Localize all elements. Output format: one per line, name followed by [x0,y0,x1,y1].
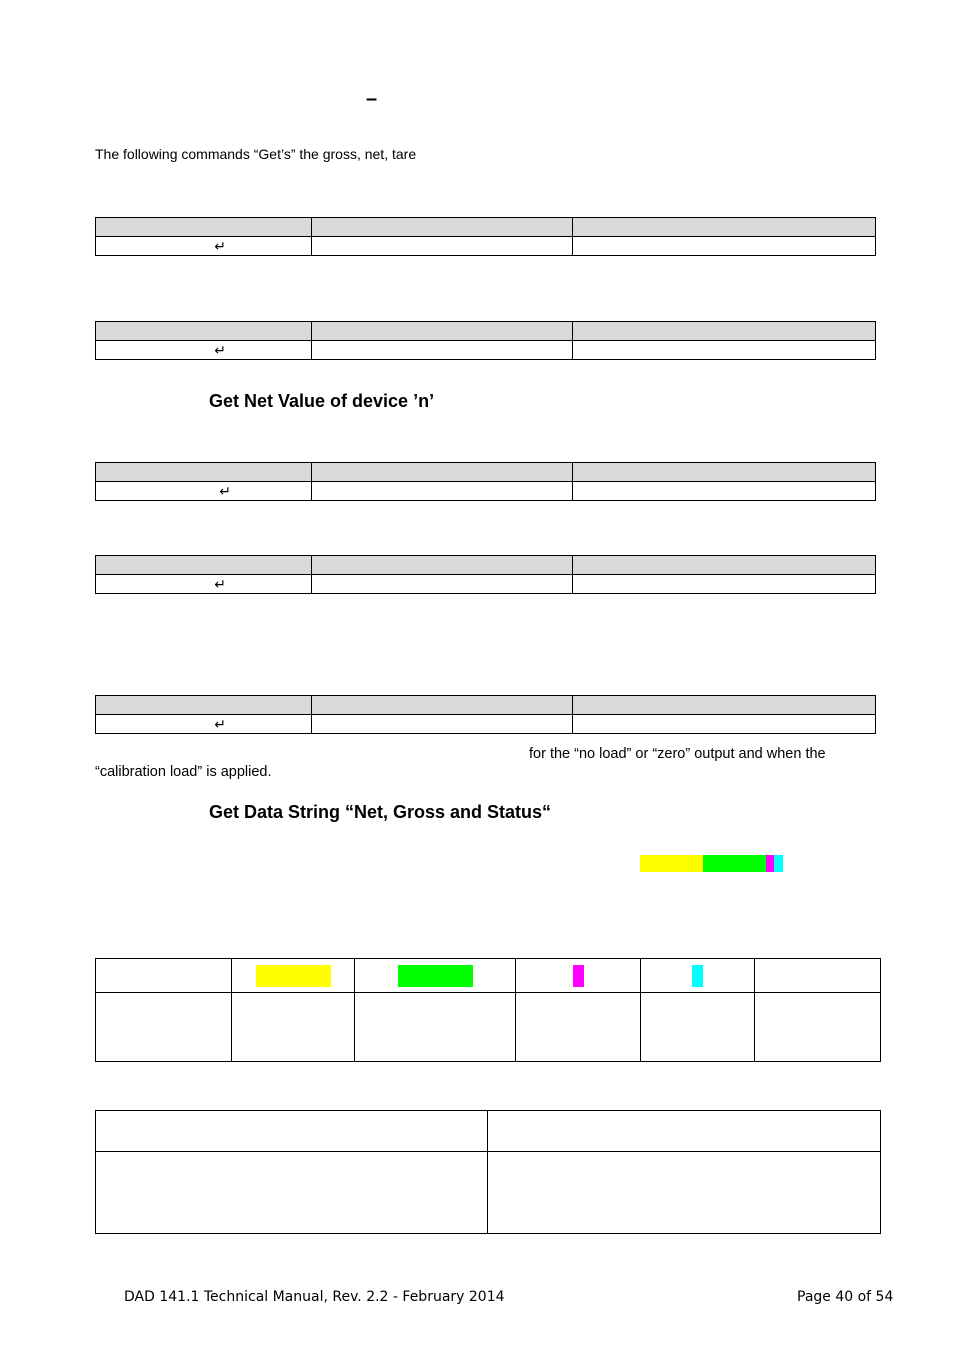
command-table-2 [95,321,876,360]
command-table-5 [95,695,876,734]
two-column-table [95,1110,881,1234]
highlight-status-bar [766,855,774,872]
section-dash: – [366,88,378,110]
enter-icon: ↵ [214,716,226,732]
command-table-1 [95,217,876,256]
terminator-field-chip [692,965,703,987]
command-table-4 [95,555,876,594]
highlight-terminator-bar [774,855,783,872]
command-table-3 [95,462,876,501]
footer-title: DAD 141.1 Technical Manual, Rev. 2.2 - February 2014 [124,1289,505,1305]
paragraph-left-text: “calibration load” is applied. [95,764,272,780]
highlight-net-bar [640,855,703,872]
heading-data-string: Get Data String “Net, Gross and Status“ [209,802,552,822]
enter-icon: ↵ [214,342,226,358]
enter-icon: ↵ [214,238,226,254]
intro-text: The following commands “Get’s” the gross, net, tare [95,146,417,162]
footer-page-number: Page 40 of 54 [797,1289,894,1305]
gross-field-chip [398,965,473,987]
data-string-table [95,958,881,1062]
paragraph-right-text: for the “no load” or “zero” output and when the [529,746,826,762]
status-field-chip [573,965,584,987]
net-field-chip [256,965,331,987]
highlight-gross-bar [703,855,766,872]
heading-net-value: Get Net Value of device ’n’ [209,391,435,411]
enter-icon: ↵ [214,576,226,592]
enter-icon: ↵ [219,483,231,499]
